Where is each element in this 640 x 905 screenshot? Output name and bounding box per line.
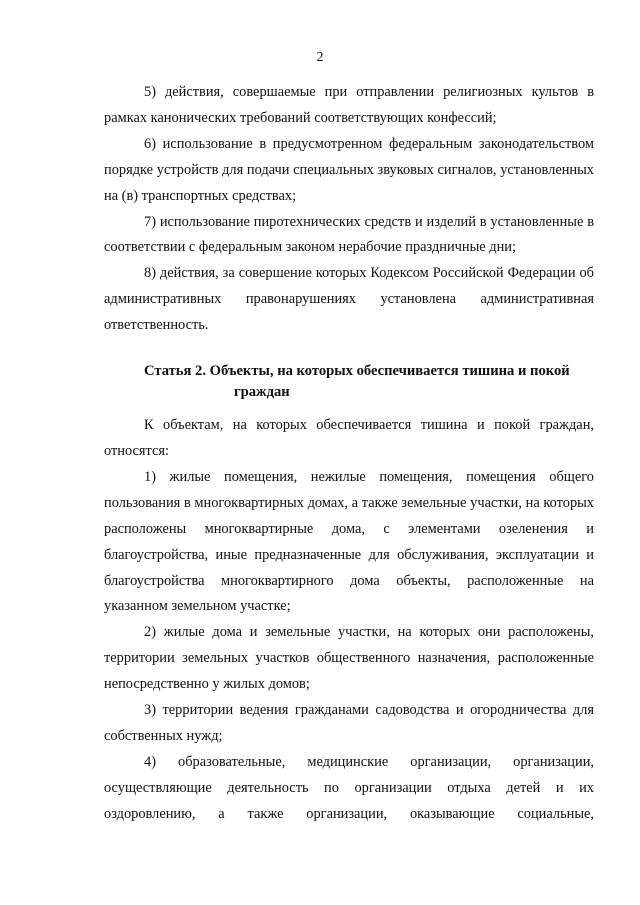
object-item-1: 1) жилые помещения, нежилые помещения, помещения общего пользования в многоквартирных домах, а также земельные участки, на которых расположены многоквартирные дома, с элементами озеленения и благоустройства, иные предназначенные для обслуживания, эксплуатации и благоустройства многоквартирного дома объекты, расположенные на указанном земельном участке;: [104, 468, 594, 615]
list-item-6: 6) использование в предусмотренном федеральным законодательством порядке устройств для подачи специальных звуковых сигналов, установленных на (в) транспортных средствах;: [104, 135, 594, 204]
page-number: 2: [316, 50, 324, 65]
article-intro: К объектам, на которых обеспечивается тишина и покой граждан, относятся:: [104, 417, 594, 459]
article-title-line2: граждан: [234, 384, 290, 401]
list-item-7: 7) использование пиротехнических средств и изделий в установленные в соответствии с федеральным законом нерабочие праздничные дни;: [104, 213, 594, 256]
object-item-3: 3) территории ведения гражданами садоводства и огородничества для собственных нужд;: [104, 702, 594, 744]
article-heading: [104, 361, 594, 403]
article-label: Статья 2.: [144, 363, 206, 380]
document-body: [104, 80, 594, 828]
list-item-5: 5) действия, совершаемые при отправлении религиозных культов в рамках канонических требований соответствующих конфессий;: [104, 84, 594, 126]
list-item-8: 8) действия, за совершение которых Кодексом Российской Федерации об административных правонарушениях установлена административная ответственность.: [104, 265, 594, 334]
object-item-4: 4) образовательные, медицинские организации, организации, осуществляющие деятельность по организации отдыха детей и их оздоровлению, а также организации, оказывающие социальные,: [104, 753, 594, 822]
article-title-line1: Объекты, на которых обеспечивается тишина и покой: [209, 363, 570, 380]
object-item-2: 2) жилые дома и земельные участки, на которых они расположены, территории земельных участков общественного назначения, расположенные непосредственно у жилых домов;: [104, 624, 594, 693]
